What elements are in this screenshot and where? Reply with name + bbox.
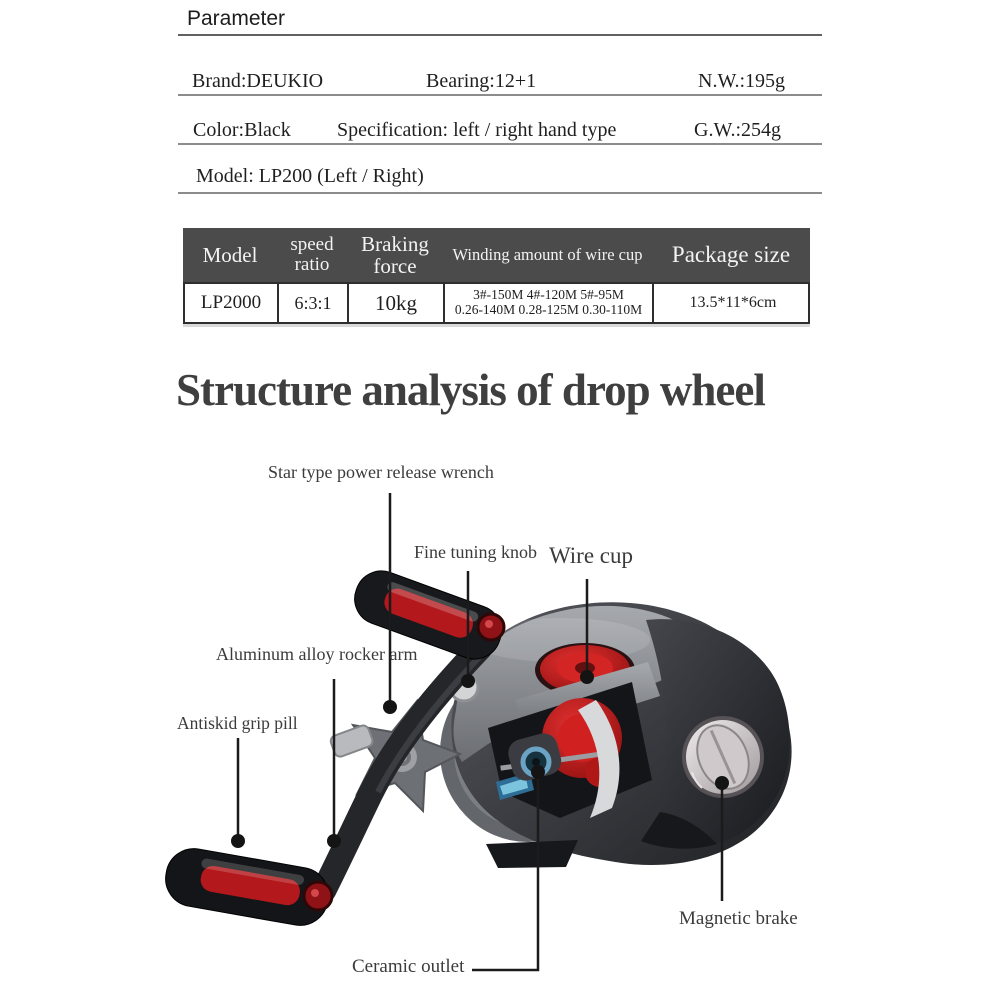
cell-speed-ratio: 6:3:1 bbox=[279, 284, 349, 322]
spec-bearing: Bearing:12+1 bbox=[426, 70, 537, 92]
star-wrench-dot bbox=[383, 700, 397, 714]
spec-table bbox=[183, 228, 810, 324]
cell-braking-force: 10kg bbox=[349, 284, 445, 322]
divider bbox=[178, 94, 822, 96]
spec-net-weight: N.W.:195g bbox=[698, 70, 786, 92]
divider bbox=[178, 192, 822, 194]
spec-table-header-row bbox=[183, 228, 810, 282]
lower-grip-cap bbox=[304, 882, 332, 910]
header-winding-amount: Winding amount of wire cup bbox=[452, 245, 643, 264]
parameter-section-title: Parameter bbox=[187, 7, 286, 30]
winding-line-2: 0.26-140M 0.28-125M 0.30-110M bbox=[454, 302, 643, 317]
reel-diagram bbox=[0, 440, 1001, 1001]
spec-brand: Brand:DEUKIO bbox=[192, 70, 324, 92]
label-star-type-power-release-wrench: Star type power release wrench bbox=[268, 462, 494, 482]
spec-table-data-row bbox=[183, 282, 810, 324]
header-braking-force: Braking force bbox=[361, 231, 429, 278]
label-aluminum-alloy-rocker-arm: Aluminum alloy rocker arm bbox=[216, 644, 418, 664]
label-ceramic-outlet: Ceramic outlet bbox=[352, 956, 465, 977]
spec-gross-weight: G.W.:254g bbox=[694, 119, 782, 141]
label-fine-tuning-knob: Fine tuning knob bbox=[414, 542, 538, 562]
spec-specification: Specification: left / right hand type bbox=[337, 119, 617, 141]
divider bbox=[178, 143, 822, 145]
label-wire-cup: Wire cup bbox=[549, 543, 634, 568]
winding-line-1: 3#-150M 4#-120M 5#-95M bbox=[473, 287, 624, 303]
cell-winding-amount bbox=[445, 284, 654, 322]
antiskid-dot bbox=[231, 834, 245, 848]
label-antiskid-grip-pill: Antiskid grip pill bbox=[177, 713, 298, 733]
spec-color: Color:Black bbox=[193, 119, 291, 141]
lower-grip-cap-shine bbox=[311, 889, 319, 897]
divider bbox=[178, 34, 822, 36]
upper-grip-cap-shine bbox=[485, 620, 493, 628]
fine-tuning-dot bbox=[461, 674, 475, 688]
structure-heading: Structure analysis of drop wheel bbox=[176, 365, 765, 415]
header-speed-ratio: speed ratio bbox=[290, 234, 334, 275]
cell-model: LP2000 bbox=[185, 284, 279, 322]
cell-package-size: 13.5*11*6cm bbox=[689, 294, 777, 311]
reel-illustration bbox=[161, 564, 791, 930]
wire-cup-dot bbox=[580, 670, 594, 684]
header-package-size: Package size bbox=[671, 242, 791, 267]
ceramic-outlet-dot bbox=[531, 765, 545, 779]
header-model: Model bbox=[202, 242, 258, 267]
spec-model: Model: LP200 (Left / Right) bbox=[196, 165, 424, 187]
ceramic-ring-hole bbox=[532, 758, 540, 766]
reel-foot bbox=[486, 840, 578, 868]
label-magnetic-brake: Magnetic brake bbox=[679, 908, 798, 929]
magnetic-brake-dot bbox=[715, 776, 729, 790]
shaft-end bbox=[329, 724, 374, 758]
rocker-arm-dot bbox=[327, 834, 341, 848]
